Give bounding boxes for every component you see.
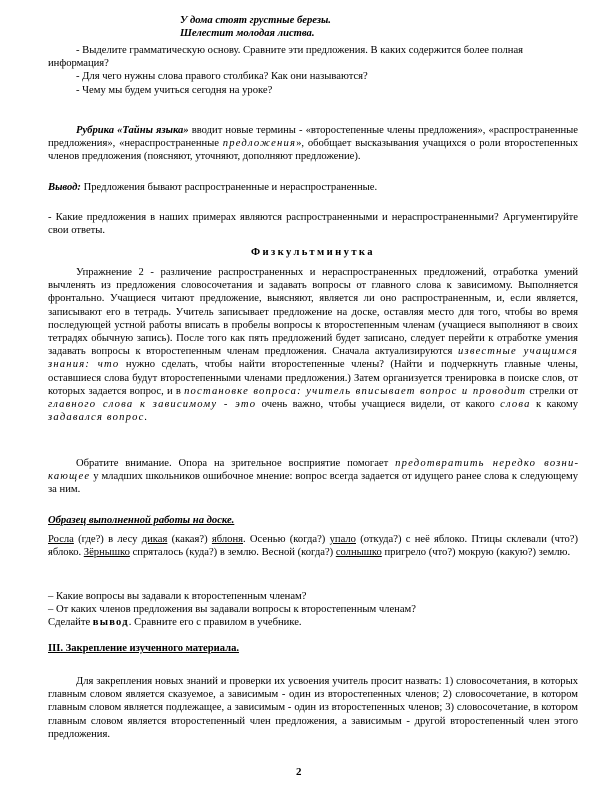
epigraph [180, 14, 560, 40]
epigraph-line-1: У дома стоят грустные березы. [180, 15, 331, 26]
tasks-list [48, 44, 578, 97]
task-question-3: - Чему мы будем учиться сегодня на уроке? [76, 84, 273, 96]
section-3-heading: III. Закрепление изученного материала. [48, 643, 240, 654]
sample-text: Росла (где?) в лесу дикая (какая?) яблоня. Осенью (когда?) упало (откуда?) с неё яблоко. Птицы склевали (что?) яблоко. Зёрнышко спряталось (куда?) в землю. Весной (когда?) солнышко пригрело (что?) мокрую (какую?) землю. [48, 534, 579, 559]
page-number: 2 [296, 766, 302, 778]
fizkult-heading: Физкультминутка [251, 247, 375, 258]
task-question-1: - Выделите грамматическую основу. Сравните эти предложения. В каких содержится более полная информация? [48, 45, 524, 70]
rubric-paragraph: Рубрика «Тайны языка» вводит новые термины - «второстепенные члены предложения», «распространенные предложения», «нераспространенные предложения», обобщает высказывания учащихся о роли второстепенных членов предложения (поясняют, уточняют, дополняют предложение). [48, 125, 578, 163]
board-questions [48, 590, 578, 630]
epigraph-line-2: Шелестит молодая листва. [180, 28, 315, 40]
rubric-title: Рубрика «Тайны языка» [76, 125, 189, 136]
task-question-2: - Для чего нужны слова правого столбика? Как они называются? [76, 71, 368, 83]
question-common: - Какие предложения в наших примерах являются распространенными и нераспространенными? Аргументируйте свои ответы. [48, 212, 578, 237]
conclusion-label: Вывод: [48, 182, 81, 193]
sample-title: Образец выполненной работы на доске. [48, 515, 235, 526]
conclusion: Вывод: Предложения бывают распространенные и нераспространенные. [48, 182, 378, 193]
board-question-3: Сделайте вывод. Сравните его с правилом в учебнике. [48, 617, 302, 629]
final-paragraph: Для закрепления новых знаний и проверки их усвоения учитель просит назвать: 1) словосочетания, в которых главным словом является сказуемое, а зависимым - один из второстепенных членов; 2) словосочетание, в котором главным словом является подлежащее, а зависимым - один из второстепенных членов; 3) словосочетание, в котором главным словом является второстепенный член предложения, а зависимым - другой второстепенный член этого предложения. [48, 676, 578, 740]
exercise-paragraph-1: Упражнение 2 - различение распространенных и нераспространенных предложений, отработка умений вычленять из предложения словосочетания и задавать вопросы от главного слова к зависимому. Выполняется фронтально. Учащиеся читают предложение, выясняют, является ли оно распространенным, и, если является, записывают его в тетрадь. Учитель записывает предложение на доске, оставляя место для того, чтобы во время последующей устной работы вписать в пробелы вопросы к второстепенным членам (учащиеся выполняют в своих тетрадях обычную запись). После того как пять предложений будет записано, следует перейти к отработке умения задавать вопросы к второстепенным членам предложения. Сначала актуализируются известные учащимся знания: что нужно сделать, чтобы найти второстепенные члены? (Найти и подчеркнуть главные члены, оставшиеся слова будут второстепенными членами предложения.) Затем организуется тренировка в поиске слов, от которых задается вопрос, и в постановке вопроса: учитель вписывает вопрос и проводит стрелки от главного слова к зависимому - это очень важно, чтобы учащиеся видели, от какого слова к какому задавался вопрос. [48, 267, 579, 424]
board-question-2: – От каких членов предложения вы задавали вопросы к второстепенным членам? [48, 604, 416, 616]
exercise-paragraph-2: Обратите внимание. Опора на зрительное восприятие помогает предотвратить нередко возникающее у младших школьников ошибочное мнение: вопрос всегда задается от идущего ранее слова к следующему за ним. [48, 458, 578, 496]
board-question-1: – Какие вопросы вы задавали к второстепенным членам? [48, 591, 307, 602]
